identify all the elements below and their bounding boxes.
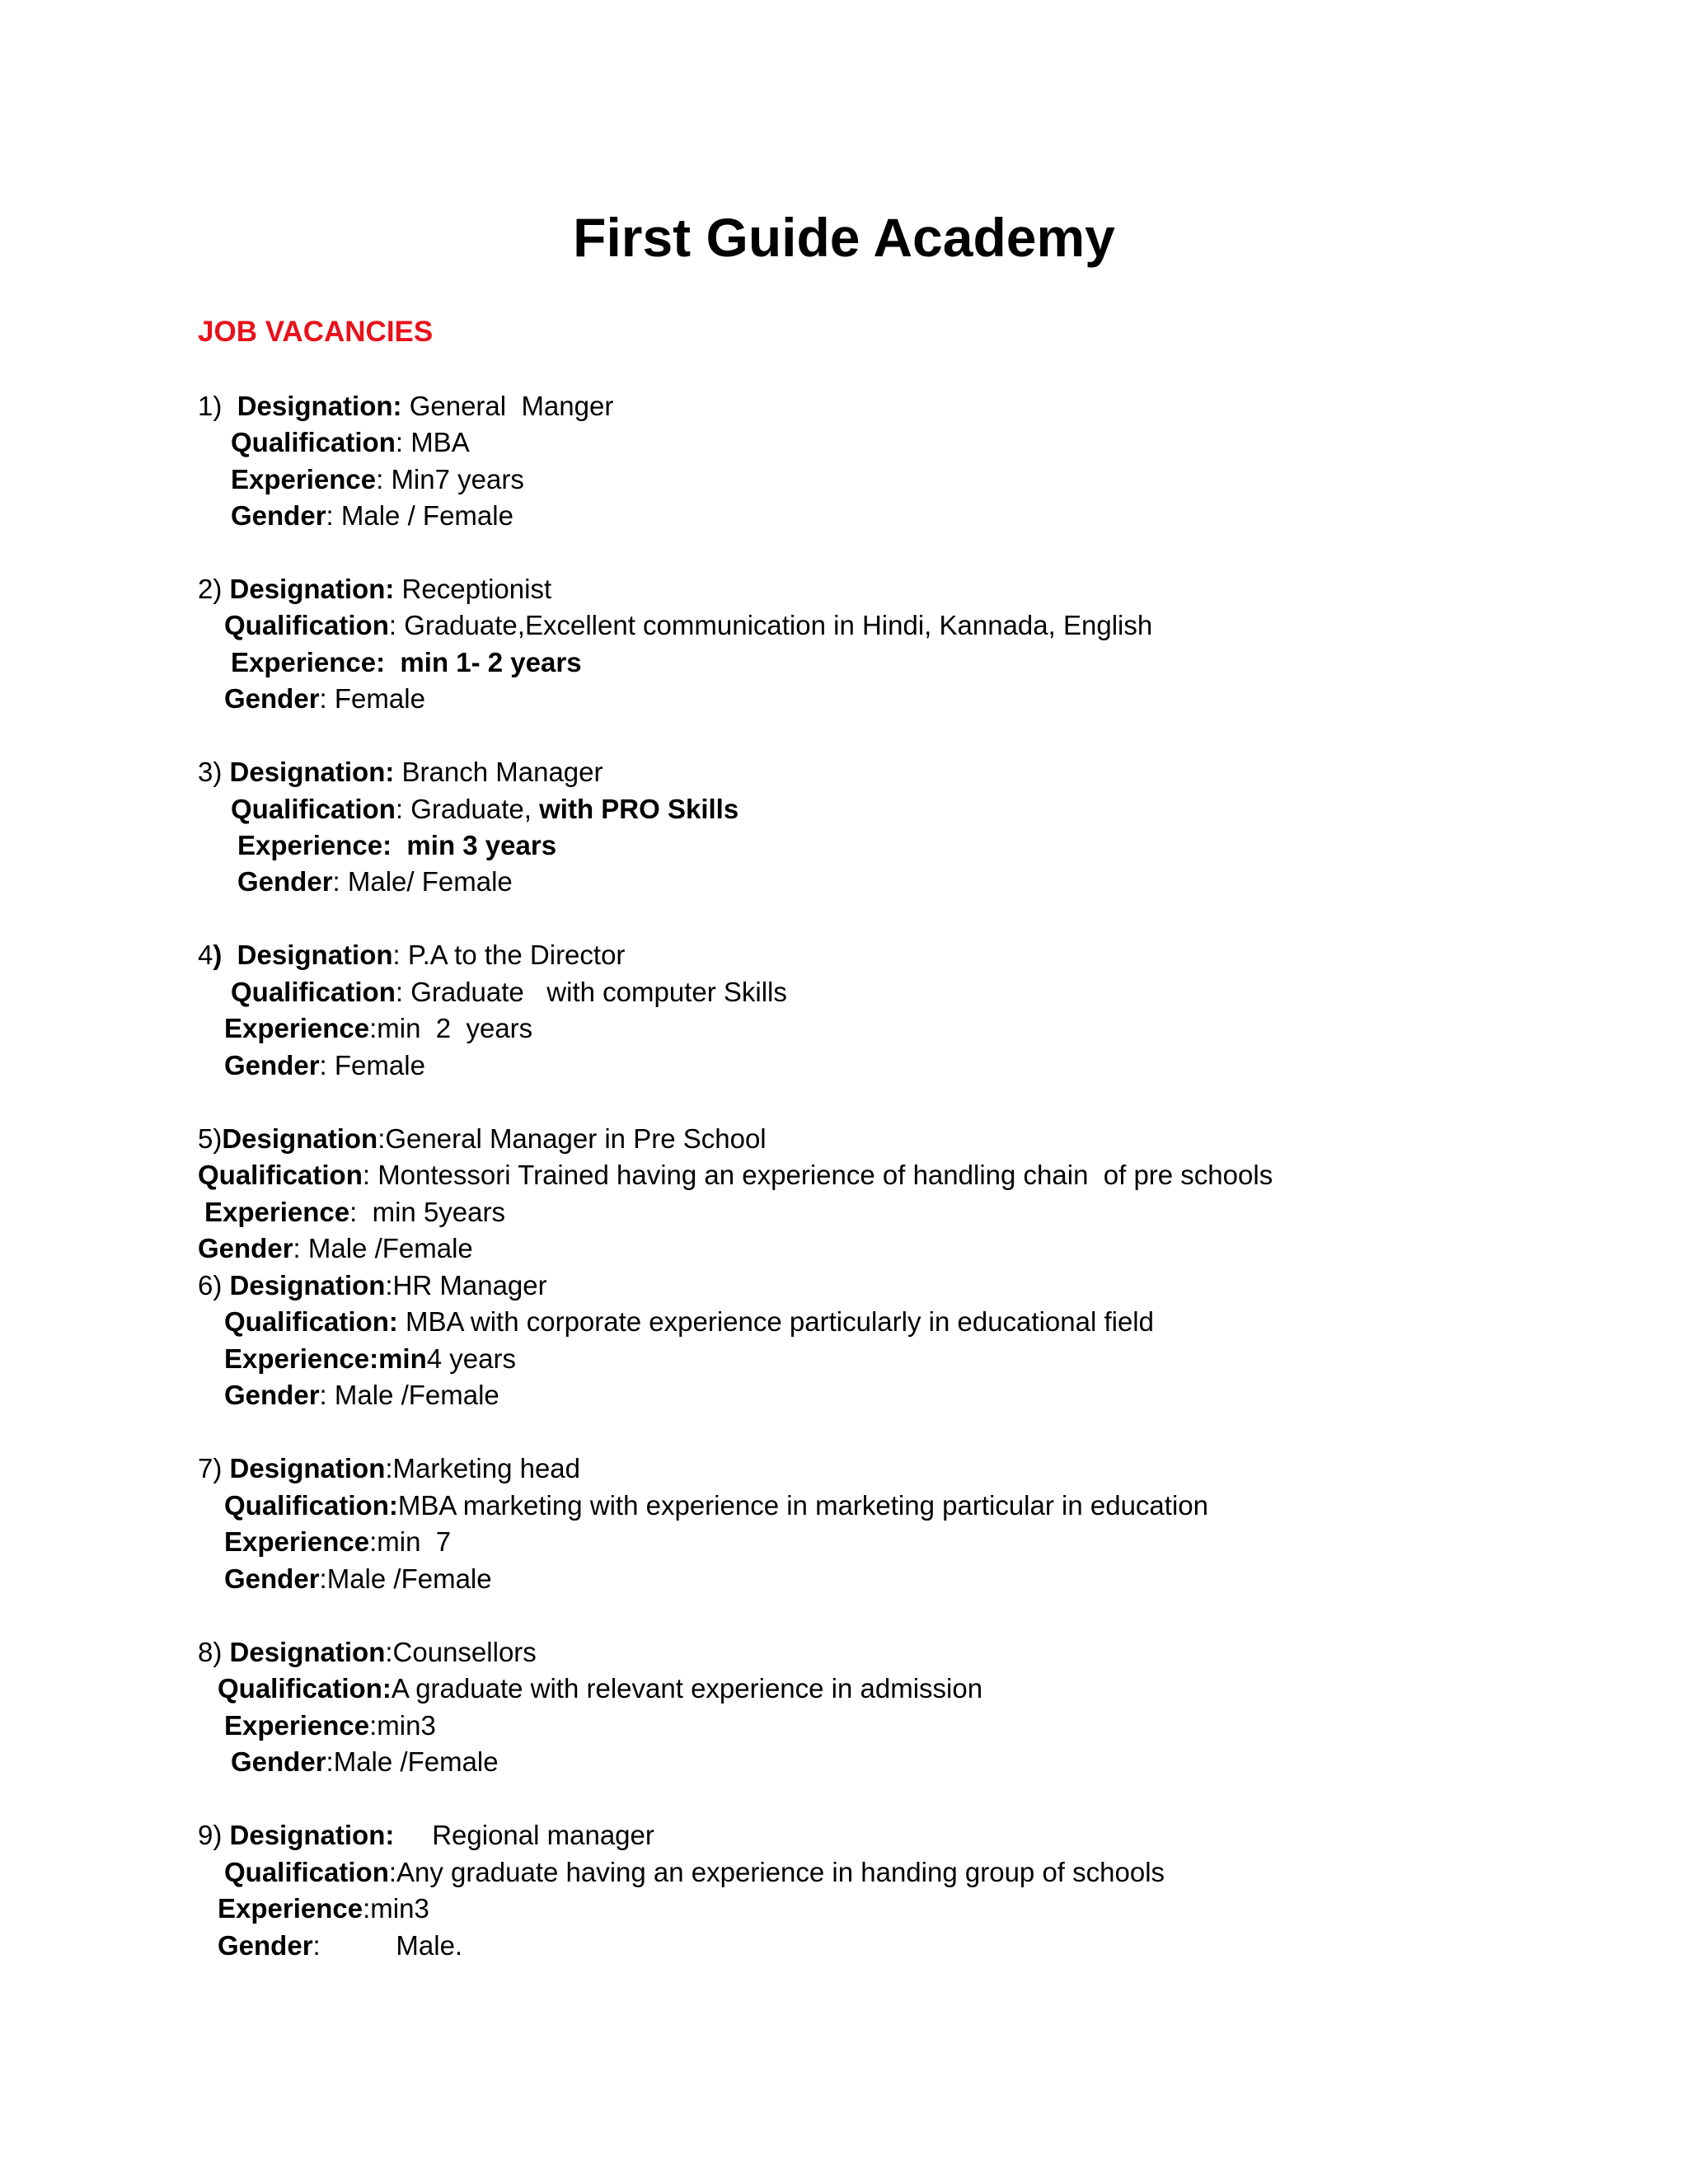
field-value: 5): [198, 1123, 223, 1154]
field-label: Designation:: [229, 757, 395, 787]
field-value: Branch Manager: [394, 757, 603, 787]
vacancy-line: [198, 1230, 473, 1267]
field-value: Receptionist: [394, 574, 552, 604]
vacancy-line: [198, 1816, 654, 1854]
vacancy-line: [224, 1376, 499, 1413]
field-value: 2): [198, 574, 230, 604]
field-label: Gender: [237, 866, 333, 897]
vacancy-line: [231, 424, 470, 461]
vacancy-line: [231, 1743, 499, 1780]
vacancy-line: [198, 936, 625, 973]
field-value: :Marketing head: [385, 1453, 581, 1483]
field-value: :Male /Female: [319, 1563, 492, 1594]
field-value: : Graduate,: [395, 794, 540, 824]
section-heading: JOB VACANCIES: [198, 316, 434, 348]
vacancy-line: [231, 497, 513, 534]
field-label: Experience: [231, 464, 377, 494]
field-label: Experience: [224, 1013, 370, 1043]
field-value: : min 5years: [349, 1197, 506, 1227]
field-label: Designation: [222, 1123, 378, 1154]
field-value: :min 2 years: [369, 1013, 533, 1043]
field-value: :Male /Female: [326, 1746, 499, 1777]
vacancy-line: [224, 1340, 516, 1377]
field-value: : Min7 years: [376, 464, 524, 494]
field-value: :General Manager in Pre School: [377, 1123, 767, 1154]
field-label: Gender: [224, 1380, 320, 1410]
vacancy-line: [198, 1120, 767, 1157]
field-value: : MBA: [395, 427, 470, 457]
vacancy-line: [224, 1010, 532, 1047]
field-label: Designation:: [229, 574, 395, 604]
vacancy-line: [218, 1890, 429, 1927]
field-value: : Female: [319, 683, 425, 714]
field-value: General Manger: [401, 391, 614, 421]
field-value: :Any graduate having an experience in handing group of schools: [388, 1857, 1165, 1887]
field-value: 9): [198, 1820, 230, 1850]
field-label: Qualification: [224, 610, 389, 640]
vacancy-line: [231, 790, 738, 827]
field-value: :min 7: [369, 1526, 452, 1557]
field-label: Experience: min 1- 2 years: [231, 647, 582, 677]
field-value: : Female: [319, 1050, 425, 1080]
field-value: MBA with corporate experience particularly in educational field: [397, 1306, 1154, 1337]
field-label: Experience:min: [224, 1343, 427, 1374]
vacancy-line: [237, 863, 513, 900]
vacancy-line: [198, 570, 551, 607]
vacancy-line: [198, 753, 603, 790]
field-label: Gender: [224, 1563, 320, 1594]
field-value: 4 years: [426, 1343, 516, 1374]
field-label: Gender: [224, 1050, 320, 1080]
vacancy-line: [218, 1670, 982, 1707]
field-label: Designation:: [229, 1820, 395, 1850]
vacancy-line: [224, 1303, 1154, 1340]
field-label: Qualification: [231, 427, 396, 457]
field-label: Gender: [231, 1746, 326, 1777]
field-label: Qualification:: [224, 1306, 398, 1337]
vacancy-line: [224, 1560, 492, 1597]
field-label: ) Designation: [213, 940, 393, 970]
vacancy-line: [231, 644, 582, 681]
field-label: with PRO Skills: [539, 794, 739, 824]
vacancy-line: [224, 1707, 436, 1744]
field-value: : Graduate with computer Skills: [395, 977, 787, 1007]
field-value: MBA marketing with experience in marketing particular in education: [397, 1490, 1208, 1521]
field-value: 1): [198, 391, 237, 421]
field-value: : Male /Female: [319, 1380, 499, 1410]
field-value: 8): [198, 1637, 230, 1667]
vacancy-line: [198, 1633, 537, 1671]
field-label: Qualification: [198, 1160, 363, 1190]
vacancy-line: [231, 973, 787, 1010]
field-value: Regional manager: [394, 1820, 654, 1850]
vacancy-line: [204, 1193, 505, 1230]
field-label: Designation: [229, 1637, 386, 1667]
field-label: Designation: [229, 1270, 386, 1301]
vacancy-line: [198, 1450, 580, 1487]
vacancy-line: [198, 387, 613, 424]
field-label: Qualification: [231, 977, 396, 1007]
field-value: 3): [198, 757, 230, 787]
field-value: :min3: [369, 1710, 436, 1741]
vacancy-line: [224, 607, 1152, 644]
field-label: Qualification:: [224, 1490, 398, 1521]
field-label: Experience: min 3 years: [237, 830, 557, 860]
vacancy-line: [224, 680, 425, 717]
vacancy-line: [224, 1523, 451, 1560]
field-value: 7): [198, 1453, 230, 1483]
field-value: : Graduate,Excellent communication in Hindi, Kannada, English: [388, 610, 1153, 640]
field-value: : P.A to the Director: [392, 940, 626, 970]
field-label: Experience: [224, 1710, 370, 1741]
field-label: Gender: [198, 1233, 293, 1263]
field-value: : Male / Female: [326, 500, 513, 531]
field-value: 6): [198, 1270, 230, 1301]
field-label: Gender: [218, 1930, 313, 1961]
page-title: First Guide Academy: [573, 207, 1115, 268]
field-label: Experience: [204, 1197, 350, 1227]
vacancy-line: [224, 1047, 425, 1084]
vacancy-line: [218, 1927, 462, 1964]
field-label: Designation:: [237, 391, 402, 421]
field-label: Gender: [224, 683, 320, 714]
field-value: : Male /Female: [293, 1233, 473, 1263]
vacancy-line: [237, 827, 556, 864]
vacancy-line: [198, 1156, 1273, 1193]
field-value: A graduate with relevant experience in admission: [391, 1673, 983, 1704]
field-value: :HR Manager: [385, 1270, 547, 1301]
field-label: Qualification: [224, 1857, 389, 1887]
vacancy-line: [231, 461, 524, 498]
field-label: Gender: [231, 500, 326, 531]
field-label: Qualification:: [218, 1673, 392, 1704]
vacancy-line: [198, 1267, 547, 1304]
field-value: :Counsellors: [385, 1637, 537, 1667]
vacancy-line: [224, 1854, 1165, 1891]
vacancy-line: [224, 1487, 1208, 1524]
field-label: Experience: [224, 1526, 370, 1557]
field-value: 4: [198, 940, 213, 970]
field-value: : Male/ Female: [332, 866, 513, 897]
field-value: :min3: [363, 1893, 429, 1924]
field-label: Experience: [218, 1893, 363, 1924]
field-value: : Montessori Trained having an experience of handling chain of pre schools: [362, 1160, 1273, 1190]
field-value: : Male.: [312, 1930, 463, 1961]
field-label: Designation: [229, 1453, 386, 1483]
field-label: Qualification: [231, 794, 396, 824]
